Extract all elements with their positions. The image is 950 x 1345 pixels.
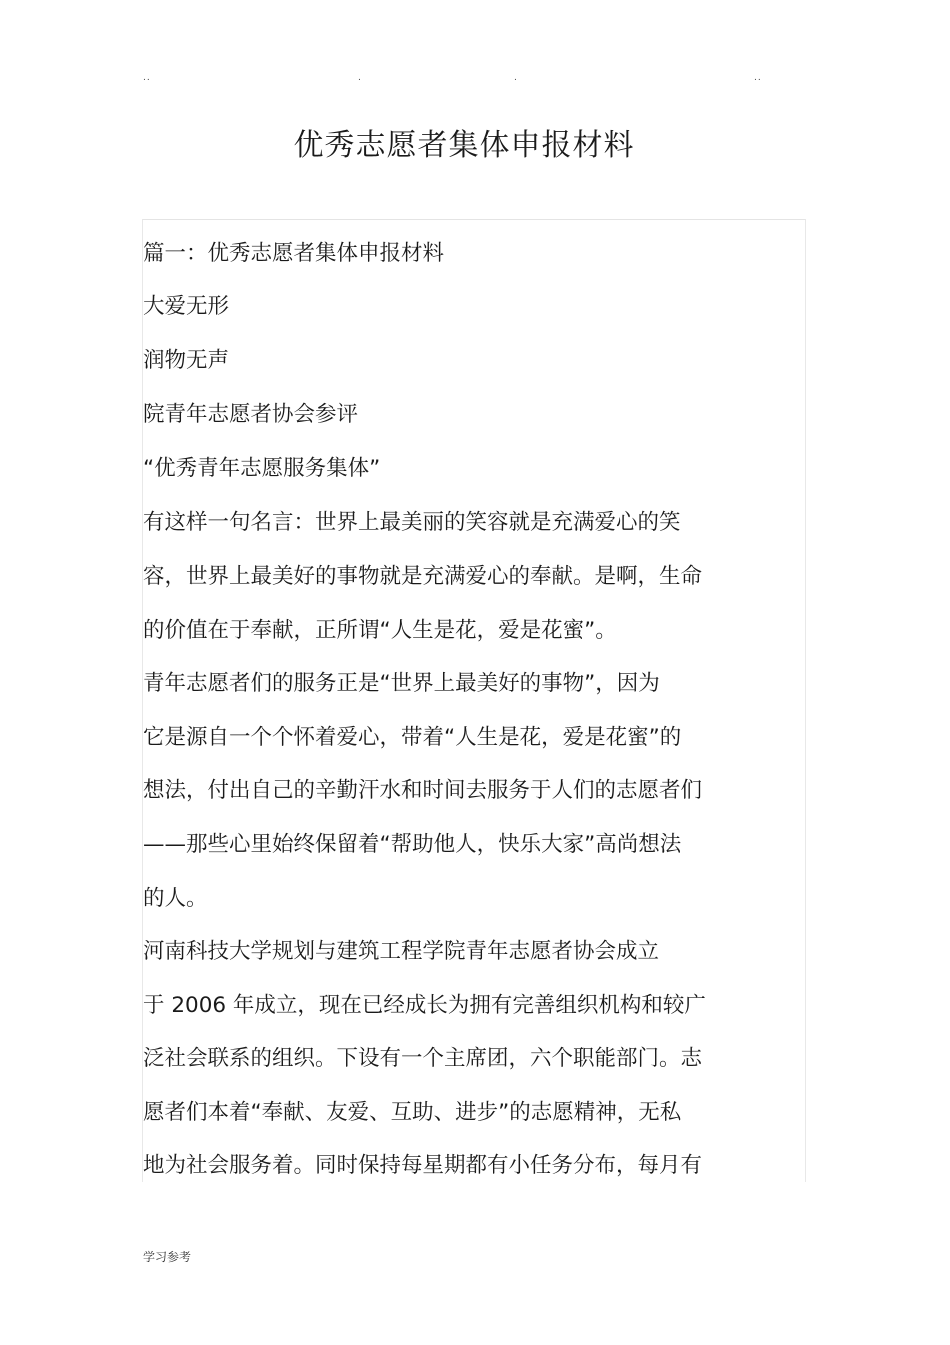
text-line: 泛社会联系的组织。下设有一个主席团，六个职能部门。志 xyxy=(143,1046,703,1071)
content-frame xyxy=(142,219,806,1182)
text-line: 有这样一句名言：世界上最美丽的笑容就是充满爱心的笑 xyxy=(143,510,681,535)
text-line: 青年志愿者们的服务正是“世界上最美好的事物”，因为 xyxy=(143,671,660,696)
header-dot-mark: .. xyxy=(143,73,151,83)
text-line: 院青年志愿者协会参评 xyxy=(143,402,359,427)
text-line: 它是源自一个个怀着爱心，带着“人生是花，爱是花蜜”的 xyxy=(143,725,682,750)
text-line: 河南科技大学规划与建筑工程学院青年志愿者协会成立 xyxy=(143,939,660,964)
text-line: 愿者们本着“奉献、友爱、互助、进步”的志愿精神，无私 xyxy=(143,1100,682,1125)
text-line: 容，世界上最美好的事物就是充满爱心的奉献。是啊，生命 xyxy=(143,564,703,589)
header-dot-mark: . xyxy=(514,73,518,83)
header-dot-mark: . xyxy=(358,73,362,83)
footer-label: 学习参考 xyxy=(143,1250,192,1264)
text-line: 润物无声 xyxy=(143,348,230,373)
page-title: 优秀志愿者集体申报材料 xyxy=(293,128,635,163)
text-line: 大爱无形 xyxy=(143,294,230,319)
text-line: ——那些心里始终保留着“帮助他人，快乐大家”高尚想法 xyxy=(143,832,682,857)
text-line: 地为社会服务着。同时保持每星期都有小任务分布，每月有 xyxy=(143,1153,703,1178)
text-line: 的人。 xyxy=(143,886,208,911)
text-line: 想法，付出自己的辛勤汗水和时间去服务于人们的志愿者们 xyxy=(143,778,703,803)
text-line: 于 2006 年成立，现在已经成长为拥有完善组织机构和较广 xyxy=(143,993,706,1018)
header-dot-mark: .. xyxy=(754,73,762,83)
text-line: “优秀青年志愿服务集体” xyxy=(143,456,381,481)
text-line: 篇一：优秀志愿者集体申报材料 xyxy=(143,241,445,266)
text-line: 的价值在于奉献，正所谓“人生是花，爱是花蜜”。 xyxy=(143,618,617,643)
